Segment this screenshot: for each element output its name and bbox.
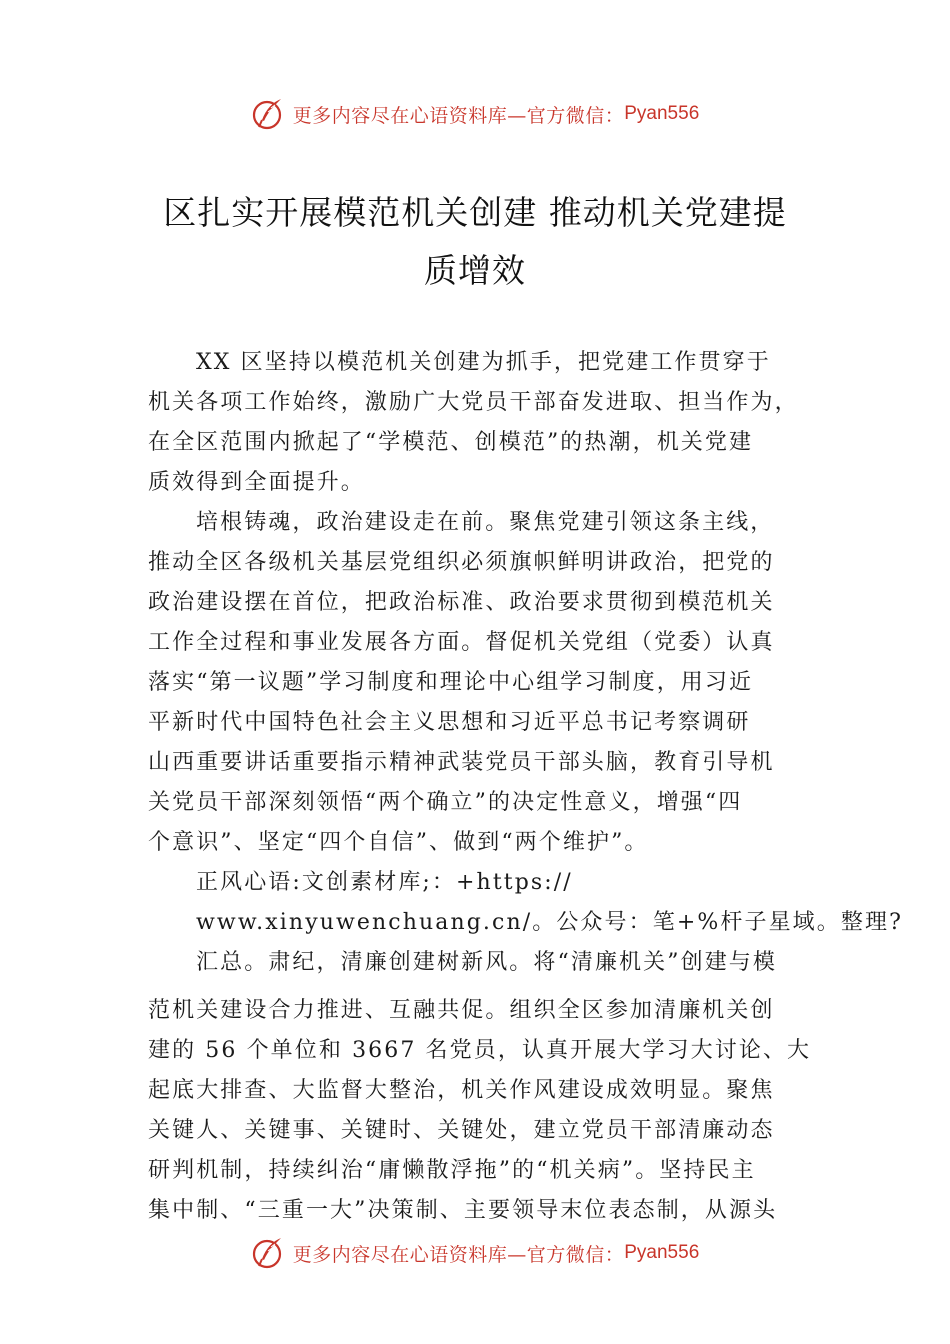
body-text-line: 个意识”、坚定“四个自信”、做到“两个维护”。 bbox=[148, 830, 649, 855]
body-text-line: 研判机制，持续纠治“庸懒散浮拖”的“机关病”。坚持民主 bbox=[148, 1158, 756, 1183]
body-text-line: 范机关建设合力推进、互融共促。组织全区参加清廉机关创 bbox=[148, 998, 775, 1023]
body-text-line: 培根铸魂，政治建设走在前。聚焦党建引领这条主线， bbox=[196, 510, 775, 535]
body-text-line: 关党员干部深刻领悟“两个确立”的决定性意义，增强“四 bbox=[148, 790, 743, 815]
body-text-line: XX 区坚持以模范机关创建为抓手，把党建工作贯穿于 bbox=[196, 350, 771, 375]
body-text-line: 起底大排查、大监督大整治，机关作风建设成效明显。聚焦 bbox=[148, 1078, 775, 1103]
body-text-line: 政治建设摆在首位，把政治标准、政治要求贯彻到模范机关 bbox=[148, 590, 775, 615]
body-text-line: 落实“第一议题”学习制度和理论中心组学习制度，用习近 bbox=[148, 670, 754, 695]
header-watermark-banner bbox=[0, 94, 950, 134]
body-text-line: 汇总。肃纪，清廉创建树新风。将“清廉机关”创建与模 bbox=[196, 950, 777, 975]
body-text-line: 平新时代中国特色社会主义思想和习近平总书记考察调研 bbox=[148, 710, 751, 735]
banner-text: 更多内容尽在心语资料库—官方微信： bbox=[292, 1243, 625, 1266]
body-text-line: 关键人、关键事、关键时、关键处，建立党员干部清廉动态 bbox=[148, 1118, 775, 1143]
body-text-line: 在全区范围内掀起了“学模范、创模范”的热潮，机关党建 bbox=[148, 430, 754, 455]
body-text-line: www.xinyuwenchuang.cn/。公众号：笔+%杆子星域。整理? bbox=[196, 910, 903, 935]
body-text-line: 质效得到全面提升。 bbox=[148, 470, 365, 495]
body-text-line: 正风心语:文创素材库;：+https:// bbox=[196, 870, 573, 895]
footer-watermark-banner bbox=[0, 1233, 950, 1273]
banner-wechat-id: Pyan556 bbox=[624, 103, 700, 124]
body-text-line: 机关各项工作始终，激励广大党员干部奋发进取、担当作为， bbox=[148, 390, 799, 415]
body-text-line: 山西重要讲话重要指示精神武装党员干部头脑，教育引导机 bbox=[148, 750, 775, 775]
body-text-line: 集中制、“三重一大”决策制、主要领导末位表态制，从源头 bbox=[148, 1198, 778, 1223]
feather-pen-logo-icon bbox=[251, 96, 287, 132]
body-text-line: 工作全过程和事业发展各方面。督促机关党组（党委）认真 bbox=[148, 630, 775, 655]
body-text-line: 推动全区各级机关基层党组织必须旗帜鲜明讲政治，把党的 bbox=[148, 550, 775, 575]
title-line-2: 质增效 bbox=[424, 251, 526, 290]
document-title bbox=[120, 184, 830, 300]
title-line-1: 区扎实开展模范机关创建 推动机关党建提 bbox=[163, 193, 787, 232]
body-text-line: 建的 56 个单位和 3667 名党员，认真开展大学习大讨论、大 bbox=[148, 1038, 812, 1063]
feather-pen-logo-icon bbox=[251, 1235, 287, 1271]
banner-wechat-id: Pyan556 bbox=[624, 1242, 700, 1263]
banner-text: 更多内容尽在心语资料库—官方微信： bbox=[292, 104, 625, 127]
